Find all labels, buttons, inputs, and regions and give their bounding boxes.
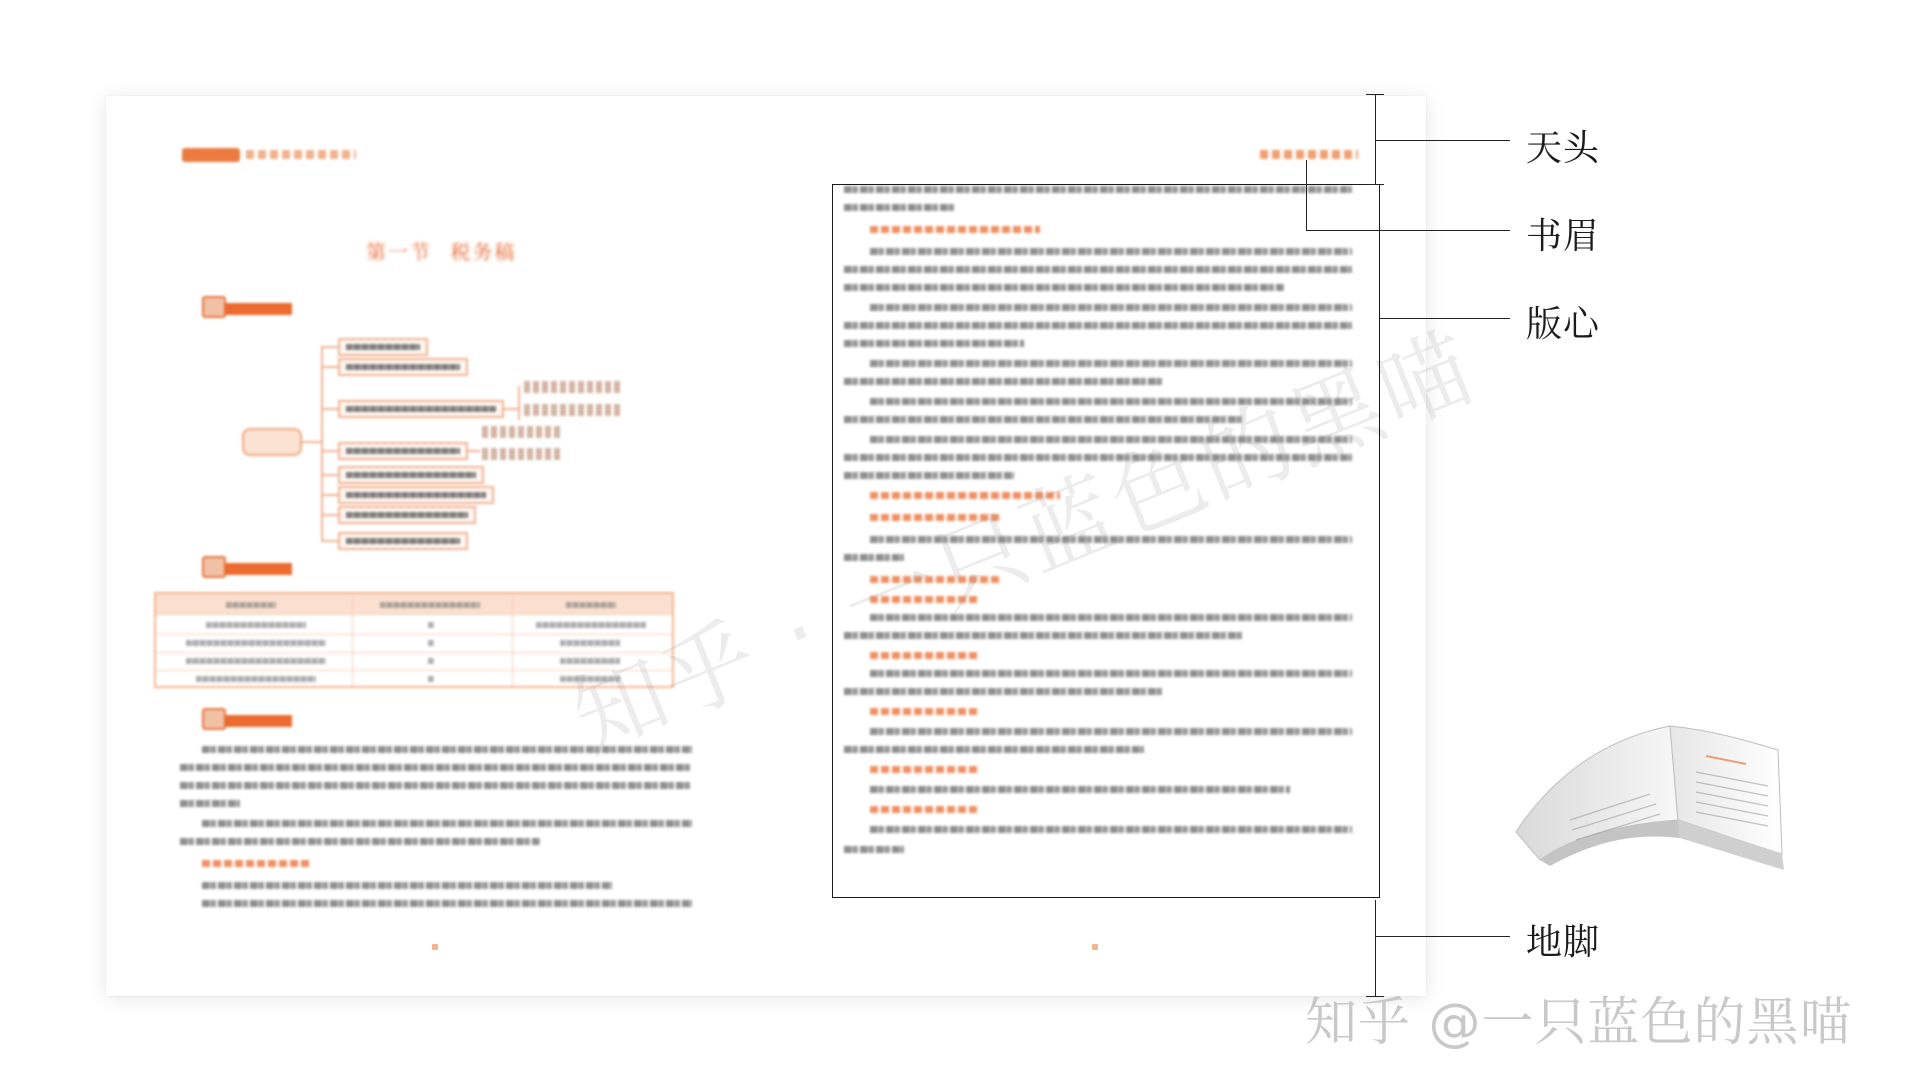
label-banxin: 版心: [1526, 304, 1601, 345]
type-area-frame: [832, 184, 1380, 898]
right-running-header: [1260, 150, 1358, 159]
label-dijiao: 地脚: [1526, 922, 1601, 963]
mind-map-root: [242, 428, 302, 456]
right-page-number: [1092, 944, 1098, 950]
zhihu-watermark: 知乎 @一只蓝色的黑喵: [1305, 993, 1853, 1053]
section-tag-2: [202, 556, 294, 578]
publisher-logo: [182, 148, 240, 162]
section-tag-3: [202, 708, 294, 730]
left-running-header: [246, 150, 356, 159]
label-shumei: 书眉: [1526, 216, 1601, 257]
section-title: 第一节 税务稿: [366, 240, 517, 264]
left-page: [106, 96, 766, 996]
left-page-number: [432, 944, 438, 950]
open-book-icon: [1510, 720, 1790, 870]
section-tag-1: [202, 296, 294, 318]
data-table: [154, 592, 674, 688]
label-tiantou: 天头: [1526, 128, 1601, 169]
